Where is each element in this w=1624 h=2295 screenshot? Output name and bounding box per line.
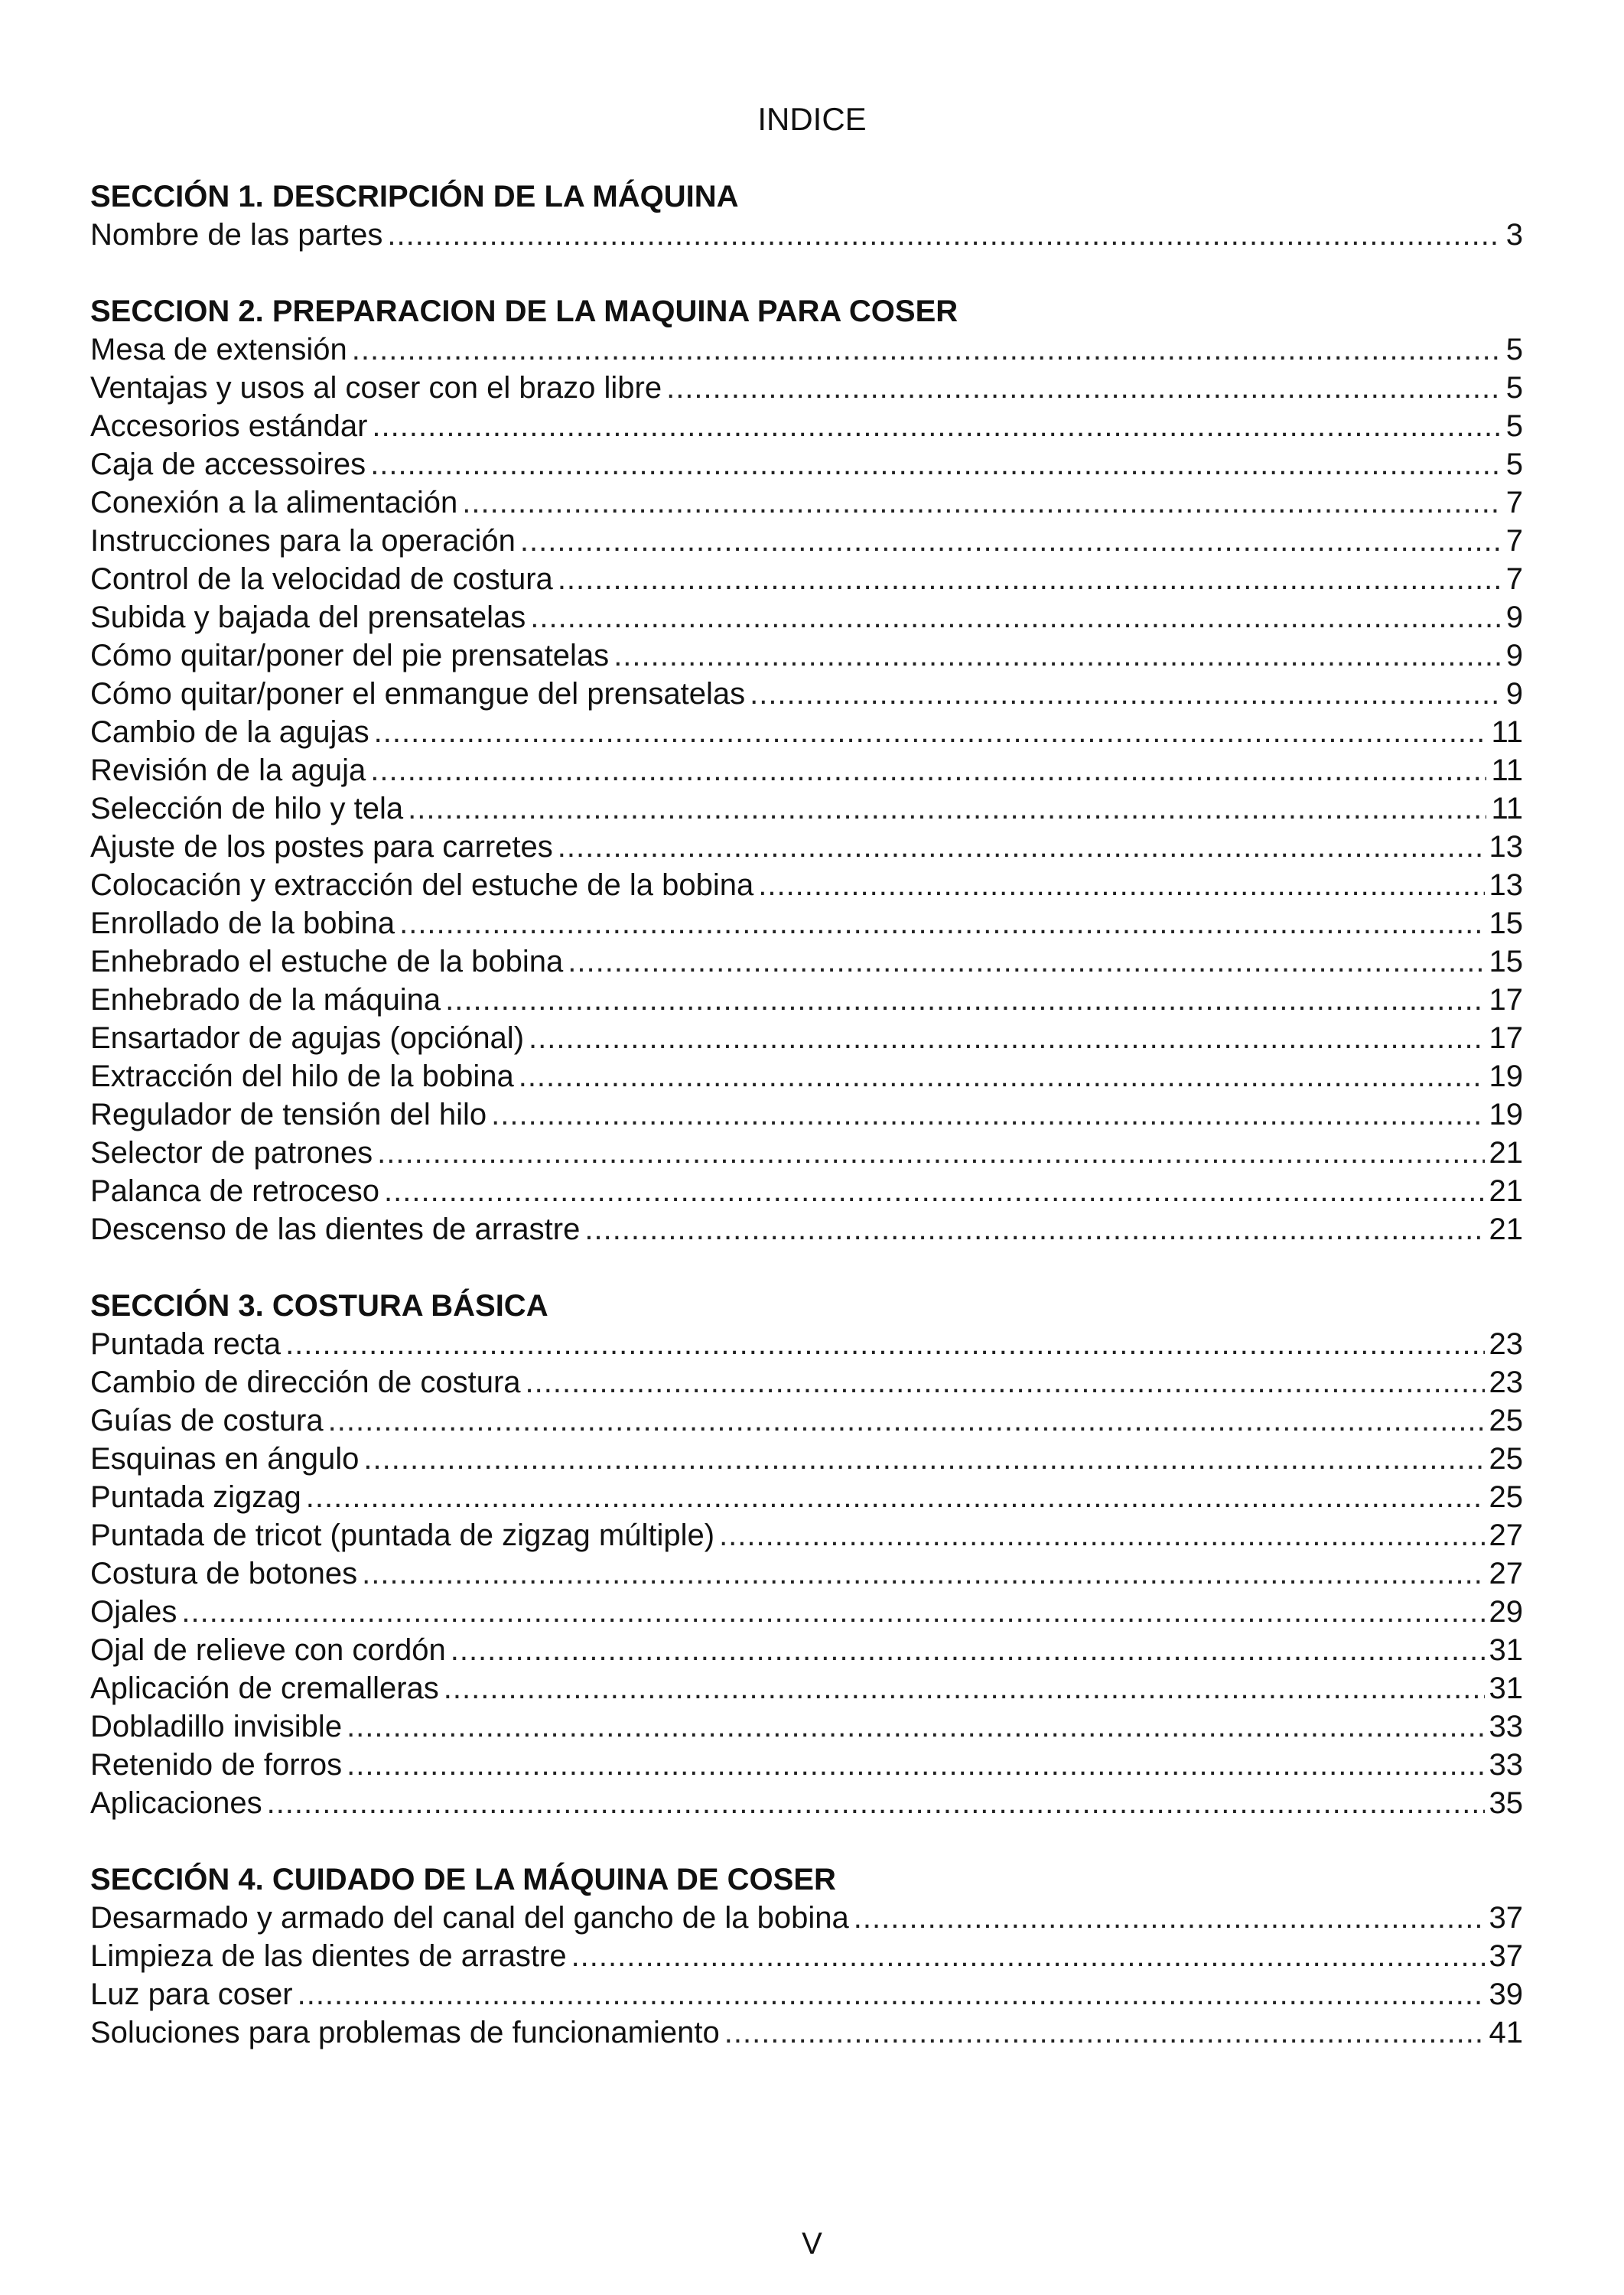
- toc-entry-page: 33: [1489, 1748, 1523, 1782]
- toc-entry: [90, 1593, 1523, 1631]
- dot-leader: [444, 1669, 1485, 1707]
- toc-entry-title: Puntada recta: [90, 1327, 282, 1361]
- toc-entry: [90, 1095, 1523, 1134]
- section-heading: SECCIÓN 1. DESCRIPCIÓN DE LA MÁQUINA: [90, 180, 739, 213]
- dot-leader: [352, 330, 1502, 369]
- toc-entry-title: Desarmado y armado del canal del gancho de la bobina: [90, 1901, 849, 1935]
- toc-entry: [90, 1784, 1523, 1822]
- toc-entry-title: Cambio de dirección de costura: [90, 1366, 521, 1399]
- toc-entry: [90, 1975, 1523, 2013]
- toc-entry: [90, 866, 1523, 904]
- toc-entry-title: Puntada de tricot (puntada de zigzag múltiple): [90, 1519, 715, 1552]
- dot-leader: [519, 1057, 1485, 1095]
- dot-leader: [347, 1707, 1484, 1746]
- toc-entry: [90, 1707, 1523, 1746]
- toc-entry: [90, 330, 1523, 369]
- dot-leader: [451, 1631, 1485, 1669]
- toc-entry-page: 7: [1505, 562, 1523, 596]
- toc-entry: [90, 828, 1523, 866]
- toc-entry-page: 21: [1489, 1213, 1523, 1246]
- toc-entry-title: Palanca de retroceso: [90, 1174, 380, 1208]
- dot-leader: [267, 1784, 1485, 1822]
- toc-entry-title: Ojal de relieve con cordón: [90, 1633, 446, 1667]
- toc-entry-title: Limpieza de las dientes de arrastre: [90, 1939, 567, 1973]
- toc-entry: [90, 1172, 1523, 1210]
- toc-entry: [90, 713, 1523, 751]
- toc-entry-page: 13: [1489, 830, 1523, 864]
- dot-leader: [181, 1593, 1484, 1631]
- dot-leader: [363, 1440, 1484, 1478]
- toc-entry-page: 21: [1489, 1174, 1523, 1208]
- toc-entry: [90, 1899, 1523, 1937]
- toc-entry-page: 7: [1505, 486, 1523, 519]
- toc-entry-page: 5: [1505, 448, 1523, 481]
- toc-entry-title: Selector de patrones: [90, 1136, 373, 1170]
- dot-leader: [558, 560, 1502, 598]
- toc-entry: [90, 1554, 1523, 1593]
- toc-entry-page: 19: [1489, 1098, 1523, 1131]
- toc-entry-page: 25: [1489, 1480, 1523, 1514]
- toc-entry-title: Nombre de las partes: [90, 218, 383, 252]
- toc-entry: [90, 981, 1523, 1019]
- toc-entry: [90, 1516, 1523, 1554]
- toc-entry-title: Enhebrado el estuche de la bobina: [90, 945, 564, 978]
- toc-entry-title: Subida y bajada del prensatelas: [90, 601, 526, 634]
- toc-entry: [90, 1440, 1523, 1478]
- toc-entry: [90, 2013, 1523, 2052]
- toc-entry-page: 13: [1489, 868, 1523, 902]
- toc-entry-title: Cómo quitar/poner el enmangue del prensatelas: [90, 677, 746, 711]
- toc-entry-page: 17: [1489, 1021, 1523, 1055]
- toc-entry-title: Luz para coser: [90, 1978, 293, 2011]
- dot-leader: [408, 789, 1486, 828]
- dot-leader: [750, 675, 1502, 713]
- dot-leader: [399, 904, 1484, 942]
- dot-leader: [306, 1478, 1485, 1516]
- toc-entry-title: Caja de accessoires: [90, 448, 366, 481]
- dot-leader: [328, 1401, 1485, 1440]
- toc-entry-title: Cómo quitar/poner del pie prensatelas: [90, 639, 610, 672]
- toc-entry-title: Soluciones para problemas de funcionamiento: [90, 2016, 720, 2049]
- toc-entry: [90, 789, 1523, 828]
- toc-entry-page: 9: [1505, 601, 1523, 634]
- toc-section: [90, 1860, 1523, 2052]
- toc-entry: [90, 751, 1523, 789]
- toc-entry: [90, 598, 1523, 636]
- toc-entry: [90, 369, 1523, 407]
- toc-entry-page: 33: [1489, 1710, 1523, 1743]
- dot-leader: [526, 1363, 1485, 1401]
- toc-entry-page: 27: [1489, 1557, 1523, 1590]
- toc-entry: [90, 1019, 1523, 1057]
- toc-entry-title: Enrollado de la bobina: [90, 907, 395, 940]
- toc-entry-title: Colocación y extracción del estuche de la bobina: [90, 868, 754, 902]
- toc-entry-title: Aplicación de cremalleras: [90, 1672, 439, 1705]
- toc-entry-page: 11: [1491, 792, 1523, 825]
- toc-entry-page: 23: [1489, 1327, 1523, 1361]
- toc-entry: [90, 1478, 1523, 1516]
- toc-entry-title: Enhebrado de la máquina: [90, 983, 441, 1017]
- table-of-contents: [90, 177, 1523, 2090]
- toc-entry: [90, 1631, 1523, 1669]
- toc-entry-page: 11: [1491, 715, 1523, 749]
- toc-entry-title: Regulador de tensión del hilo: [90, 1098, 487, 1131]
- section-heading: SECCIÓN 4. CUIDADO DE LA MÁQUINA DE COSER: [90, 1863, 836, 1896]
- toc-entry: [90, 675, 1523, 713]
- toc-entry-title: Descenso de las dientes de arrastre: [90, 1213, 581, 1246]
- toc-entry-title: Retenido de forros: [90, 1748, 343, 1782]
- dot-leader: [372, 407, 1501, 445]
- toc-entry-title: Aplicaciones: [90, 1786, 262, 1820]
- toc-entry-title: Ojales: [90, 1595, 177, 1629]
- dot-leader: [666, 369, 1502, 407]
- toc-entry-title: Revisión de la aguja: [90, 754, 366, 787]
- toc-entry: [90, 942, 1523, 981]
- dot-leader: [387, 216, 1501, 254]
- dot-leader: [758, 866, 1484, 904]
- toc-entry: [90, 904, 1523, 942]
- dot-leader: [571, 1937, 1485, 1975]
- toc-entry: [90, 445, 1523, 483]
- toc-entry: [90, 1746, 1523, 1784]
- toc-entry-page: 37: [1489, 1939, 1523, 1973]
- toc-entry-title: Accesorios estándar: [90, 409, 368, 443]
- toc-entry: [90, 1401, 1523, 1440]
- page-title: INDICE: [757, 101, 867, 137]
- dot-leader: [370, 445, 1502, 483]
- dot-leader: [362, 1554, 1484, 1593]
- toc-entry-page: 25: [1489, 1442, 1523, 1476]
- dot-leader: [462, 483, 1501, 522]
- toc-entry-title: Guías de costura: [90, 1404, 324, 1437]
- toc-entry-page: 19: [1489, 1060, 1523, 1093]
- toc-entry: [90, 1134, 1523, 1172]
- toc-entry-page: 39: [1489, 1978, 1523, 2011]
- toc-entry-title: Selección de hilo y tela: [90, 792, 404, 825]
- dot-leader: [530, 598, 1501, 636]
- dot-leader: [285, 1325, 1484, 1363]
- toc-section: [90, 177, 1523, 254]
- toc-entry-title: Conexión a la alimentación: [90, 486, 458, 519]
- toc-entry-page: 25: [1489, 1404, 1523, 1437]
- toc-entry-page: 3: [1505, 218, 1523, 252]
- toc-section: [90, 1287, 1523, 1822]
- toc-entry-title: Ventajas y usos al coser con el brazo libre: [90, 371, 662, 405]
- toc-entry-title: Ajuste de los postes para carretes: [90, 830, 553, 864]
- toc-entry: [90, 522, 1523, 560]
- toc-entry-title: Control de la velocidad de costura: [90, 562, 553, 596]
- dot-leader: [347, 1746, 1484, 1784]
- section-heading: SECCION 2. PREPARACION DE LA MAQUINA PARA COSER: [90, 295, 958, 328]
- toc-entry-page: 37: [1489, 1901, 1523, 1935]
- toc-entry-page: 5: [1505, 371, 1523, 405]
- dot-leader: [298, 1975, 1485, 2013]
- toc-entry-page: 31: [1489, 1672, 1523, 1705]
- toc-entry-page: 17: [1489, 983, 1523, 1017]
- toc-entry-title: Ensartador de agujas (opciónal): [90, 1021, 525, 1055]
- toc-entry: [90, 1325, 1523, 1363]
- toc-entry-page: 9: [1505, 639, 1523, 672]
- toc-entry-page: 15: [1489, 907, 1523, 940]
- toc-entry-page: 21: [1489, 1136, 1523, 1170]
- dot-leader: [520, 522, 1502, 560]
- toc-entry-page: 23: [1489, 1366, 1523, 1399]
- toc-entry-page: 5: [1505, 409, 1523, 443]
- toc-entry-page: 31: [1489, 1633, 1523, 1667]
- dot-leader: [377, 1134, 1484, 1172]
- section-heading: SECCIÓN 3. COSTURA BÁSICA: [90, 1289, 548, 1323]
- toc-entry-title: Dobladillo invisible: [90, 1710, 343, 1743]
- page-number: V: [802, 2227, 822, 2261]
- toc-entry-page: 41: [1489, 2016, 1523, 2049]
- toc-entry-page: 7: [1505, 524, 1523, 558]
- dot-leader: [719, 1516, 1484, 1554]
- toc-entry-title: Cambio de la agujas: [90, 715, 369, 749]
- toc-entry-page: 15: [1489, 945, 1523, 978]
- dot-leader: [370, 751, 1486, 789]
- toc-section: [90, 292, 1523, 1248]
- dot-leader: [568, 942, 1484, 981]
- dot-leader: [613, 636, 1502, 675]
- dot-leader: [584, 1210, 1484, 1248]
- toc-entry-page: 35: [1489, 1786, 1523, 1820]
- toc-entry-page: 9: [1505, 677, 1523, 711]
- toc-entry-title: Instrucciones para la operación: [90, 524, 516, 558]
- dot-leader: [854, 1899, 1485, 1937]
- toc-entry: [90, 1057, 1523, 1095]
- dot-leader: [374, 713, 1487, 751]
- toc-entry-page: 11: [1491, 754, 1523, 787]
- dot-leader: [491, 1095, 1484, 1134]
- toc-entry-title: Mesa de extensión: [90, 333, 347, 366]
- toc-entry: [90, 1937, 1523, 1975]
- toc-entry: [90, 1669, 1523, 1707]
- dot-leader: [558, 828, 1485, 866]
- toc-entry: [90, 483, 1523, 522]
- dot-leader: [724, 2013, 1485, 2052]
- toc-entry-title: Puntada zigzag: [90, 1480, 301, 1514]
- dot-leader: [445, 981, 1484, 1019]
- toc-entry: [90, 1363, 1523, 1401]
- toc-entry: [90, 216, 1523, 254]
- toc-entry: [90, 560, 1523, 598]
- toc-entry: [90, 636, 1523, 675]
- toc-entry-title: Extracción del hilo de la bobina: [90, 1060, 514, 1093]
- toc-entry-page: 27: [1489, 1519, 1523, 1552]
- toc-entry-title: Costura de botones: [90, 1557, 358, 1590]
- dot-leader: [529, 1019, 1484, 1057]
- toc-entry: [90, 407, 1523, 445]
- toc-entry-page: 5: [1505, 333, 1523, 366]
- toc-entry-page: 29: [1489, 1595, 1523, 1629]
- dot-leader: [384, 1172, 1484, 1210]
- toc-entry: [90, 1210, 1523, 1248]
- toc-entry-title: Esquinas en ángulo: [90, 1442, 360, 1476]
